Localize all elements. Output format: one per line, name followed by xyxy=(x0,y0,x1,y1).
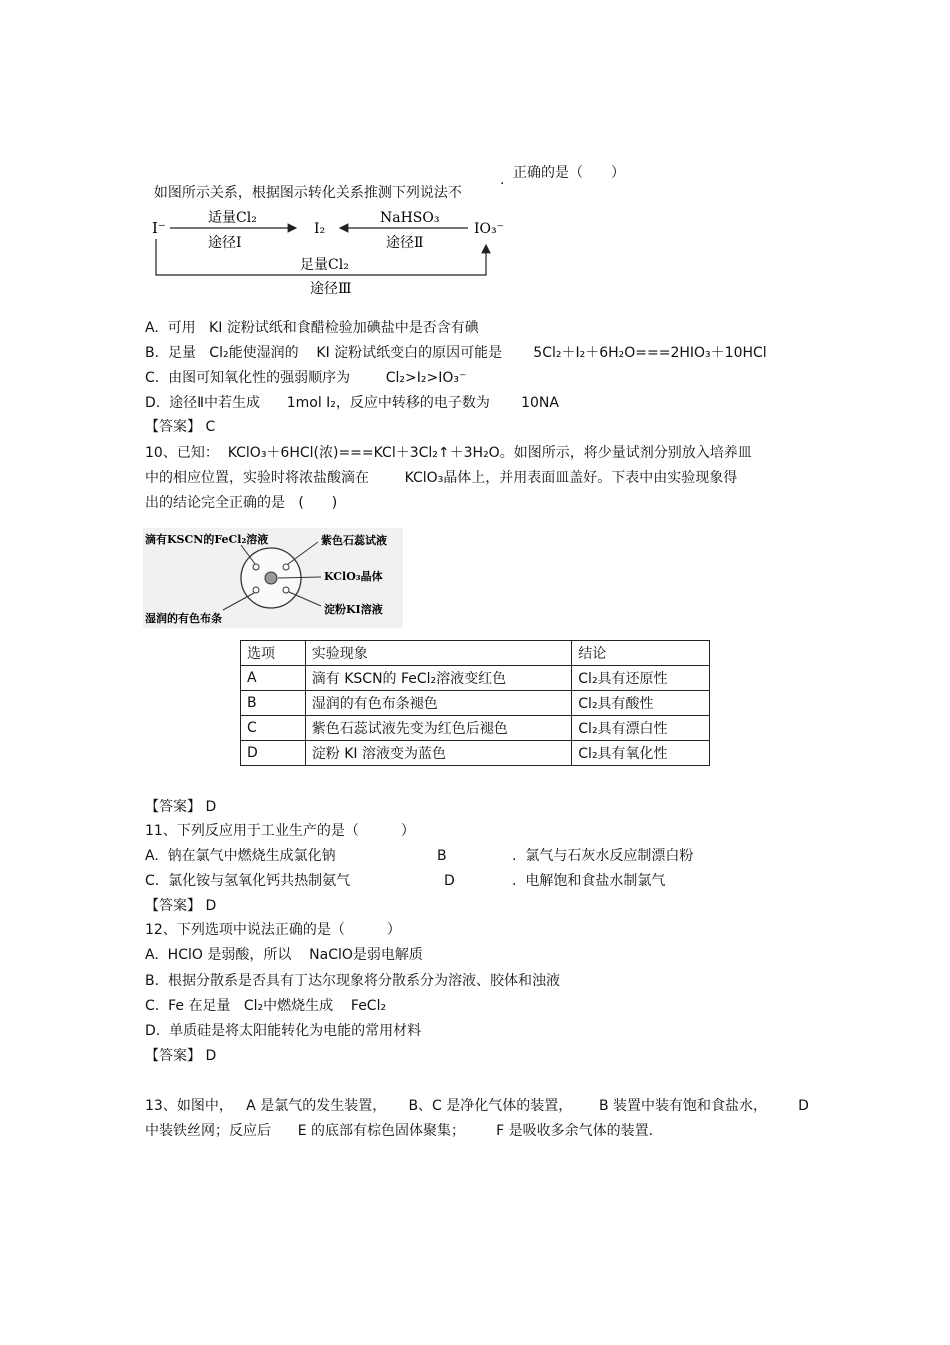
q9-option-c: C. 由图可知氧化性的强弱顺序为 Cl₂>I₂>IO₃⁻ xyxy=(145,370,467,386)
table-cell: A xyxy=(241,666,306,691)
route-3-label: 途径Ⅲ xyxy=(310,281,352,297)
table-header-row xyxy=(241,641,710,666)
drop-bottom-right xyxy=(283,587,289,593)
table-cell: Cl₂具有还原性 xyxy=(572,666,710,691)
header-phenomenon: 实验现象 xyxy=(305,641,572,666)
table-cell: Cl₂具有酸性 xyxy=(572,691,710,716)
q10-line-2: 中的相应位置，实验时将浓盐酸滴在 KClO₃晶体上，并用表面皿盖好。下表中由实验现象得 xyxy=(145,470,738,486)
table-cell: C xyxy=(241,716,306,741)
q12-option-d: D. 单质硅是将太阳能转化为电能的常用材料 xyxy=(145,1023,422,1039)
q13-line-1: 13、如图中， A 是氯气的发生装置， B、C 是净化气体的装置， B 装置中装有饱和食盐水， D xyxy=(145,1098,809,1114)
results-table xyxy=(240,640,710,766)
emphasis-dot: . xyxy=(500,172,505,188)
q10-answer: 【答案】 D xyxy=(145,799,217,815)
iodate-label: IO₃⁻ xyxy=(474,221,505,237)
stem-part1: 如图所示关系，根据图示转化关系推测下列说法不 xyxy=(153,185,462,201)
table-cell: 紫色石蕊试液先变为红色后褪色 xyxy=(305,716,572,741)
q11-option-d-text: . 电解饱和食盐水制氯气 xyxy=(512,873,666,889)
label-cloth: 湿润的有色布条 xyxy=(145,612,222,625)
route-1-reagent: 适量Cl₂ xyxy=(208,210,257,226)
table-cell: Cl₂具有漂白性 xyxy=(572,716,710,741)
table-cell: 淀粉 KI 溶液变为蓝色 xyxy=(305,741,572,766)
q11-answer: 【答案】 D xyxy=(145,898,217,914)
table-cell: B xyxy=(241,691,306,716)
table-cell: D xyxy=(241,741,306,766)
q10-line-3: 出的结论完全正确的是 ( ) xyxy=(145,495,338,511)
table-cell: 滴有 KSCN的 FeCl₂溶液变红色 xyxy=(305,666,572,691)
label-starch-ki: 淀粉KI溶液 xyxy=(324,603,383,616)
stem-part2: 正确的是（ ） xyxy=(513,165,625,181)
iodide-label: I⁻ xyxy=(152,219,166,237)
petri-dish-figure xyxy=(143,528,403,628)
drop-top-right xyxy=(283,564,289,570)
table-row xyxy=(241,666,710,691)
q10-line-1: 10、已知： KClO₃＋6HCl(浓)===KCl＋3Cl₂↑＋3H₂O。如图所示，将少量试剂分别放入培养皿 xyxy=(145,445,752,461)
drop-bottom-left xyxy=(253,587,259,593)
q9-option-b: B. 足量 Cl₂能使湿润的 KI 淀粉试纸变白的原因可能是 5Cl₂＋I₂＋6H₂O===2HIO₃＋10HCl xyxy=(145,345,767,361)
header-option: 选项 xyxy=(241,641,306,666)
q11-option-a: A. 钠在氯气中燃烧生成氯化钠 xyxy=(145,848,336,864)
label-fecl2: 滴有KSCN的FeCl₂溶液 xyxy=(145,533,269,546)
q11-option-c: C. 氯化铵与氢氧化钙共热制氨气 xyxy=(145,873,351,889)
q12-option-a: A. HClO 是弱酸，所以 NaClO是弱电解质 xyxy=(145,947,423,963)
pathway-diagram xyxy=(148,205,508,300)
label-litmus: 紫色石蕊试液 xyxy=(321,534,387,547)
header-conclusion: 结论 xyxy=(572,641,710,666)
iodine-label: I₂ xyxy=(314,221,326,237)
q11-option-b-letter: B xyxy=(437,848,447,864)
q9-option-d: D. 途径Ⅱ中若生成 1mol I₂，反应中转移的电子数为 10NA xyxy=(145,395,559,411)
route-1-label: 途径Ⅰ xyxy=(208,235,242,251)
q12-option-c: C. Fe 在足量 Cl₂中燃烧生成 FeCl₂ xyxy=(145,998,387,1014)
q13-line-2: 中装铁丝网；反应后 E 的底部有棕色固体聚集； F 是吸收多余气体的装置. xyxy=(145,1123,654,1139)
route-2-reagent: NaHSO₃ xyxy=(380,210,440,226)
q12-option-b: B. 根据分散系是否具有丁达尔现象将分散系分为溶液、胶体和浊液 xyxy=(145,973,560,989)
crystal-center xyxy=(265,572,277,584)
drop-top-left xyxy=(253,564,259,570)
q9-answer: 【答案】 C xyxy=(145,419,216,435)
question-9-stem xyxy=(145,163,462,203)
route-2-label: 途径Ⅱ xyxy=(386,235,424,251)
table-row xyxy=(241,716,710,741)
route-3-reagent: 足量Cl₂ xyxy=(300,257,349,273)
q12-answer: 【答案】 D xyxy=(145,1048,217,1064)
q11-option-b-text: . 氯气与石灰水反应制漂白粉 xyxy=(512,848,694,864)
table-row xyxy=(241,741,710,766)
q12-stem: 12、下列选项中说法正确的是（ ） xyxy=(145,922,401,938)
q11-stem: 11、下列反应用于工业生产的是（ ） xyxy=(145,823,415,839)
label-kclo3: KClO₃晶体 xyxy=(324,570,383,583)
table-cell: Cl₂具有氧化性 xyxy=(572,741,710,766)
q9-option-a: A. 可用 KI 淀粉试纸和食醋检验加碘盐中是否含有碘 xyxy=(145,320,479,336)
table-cell: 湿润的有色布条褪色 xyxy=(305,691,572,716)
q11-option-d-letter: D xyxy=(444,873,455,889)
table-row xyxy=(241,691,710,716)
